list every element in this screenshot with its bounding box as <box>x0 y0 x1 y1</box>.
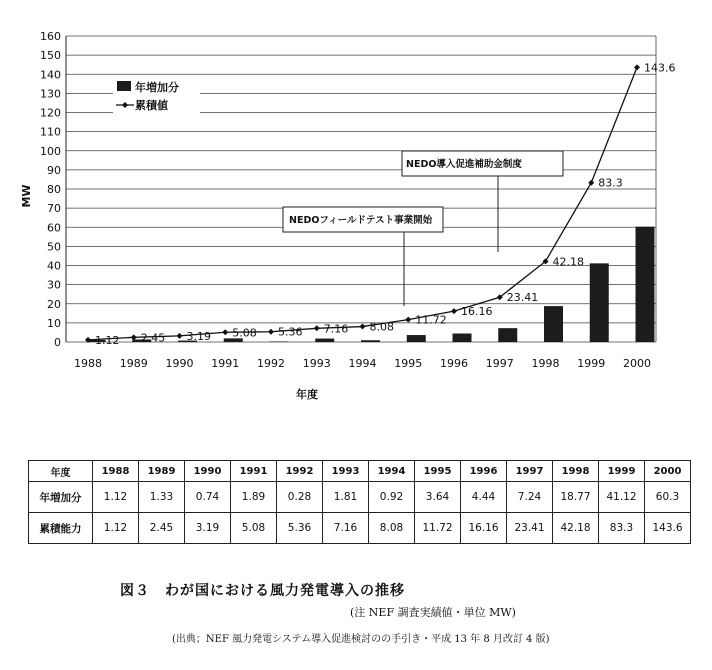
ytick-label-110: 110 <box>40 125 61 139</box>
ytick-label-90: 90 <box>47 163 61 177</box>
ytick-label-140: 140 <box>40 68 61 82</box>
ytick-label-60: 60 <box>47 221 61 235</box>
table-header-row <box>29 461 691 482</box>
data-label-1994: 8.08 <box>369 320 394 334</box>
table-cell: 1.33 <box>139 482 185 513</box>
data-label-1990: 3.19 <box>186 329 211 343</box>
ytick-label-150: 150 <box>40 49 61 63</box>
xtick-label-1998: 1998 <box>531 357 560 370</box>
xtick-label-1996: 1996 <box>440 357 468 370</box>
xtick-label-1997: 1997 <box>485 357 514 370</box>
annotation-text-fieldtest: NEDOフィールドテスト事業開始 <box>289 215 433 226</box>
table-header-year: 1994 <box>369 461 415 482</box>
bar-1995 <box>407 335 426 342</box>
xtick-label-1993: 1993 <box>302 357 331 370</box>
ytick-label-50: 50 <box>47 240 61 254</box>
table-cell: 83.3 <box>599 513 645 544</box>
ytick-label-160: 160 <box>40 30 61 43</box>
bar-1997 <box>498 328 517 342</box>
table-header-year: 1996 <box>461 461 507 482</box>
table-cell: 60.3 <box>645 482 691 513</box>
table-cell: 5.36 <box>277 513 323 544</box>
table-row <box>29 513 691 544</box>
data-label-1998: 42.18 <box>552 255 584 269</box>
table-row-label: 累積能力 <box>29 513 93 544</box>
ytick-label-100: 100 <box>40 144 61 158</box>
ytick-label-80: 80 <box>47 183 61 196</box>
xtick-label-1991: 1991 <box>211 357 240 370</box>
point-1989 <box>131 334 137 340</box>
table-header-year: 1998 <box>553 461 599 482</box>
xtick-label-1989: 1989 <box>119 357 148 370</box>
legend <box>113 78 200 114</box>
table-header-year: 1988 <box>93 461 139 482</box>
legend-label-bar: 年増加分 <box>135 81 179 94</box>
xtick-label-1988: 1988 <box>74 357 102 370</box>
xtick-label-1999: 1999 <box>577 357 606 370</box>
data-label-1988: 1.12 <box>95 333 120 347</box>
bar-1994 <box>361 340 380 342</box>
bar-1992 <box>270 341 289 342</box>
point-1996 <box>451 308 457 314</box>
ytick-label-40: 40 <box>47 259 61 273</box>
table-cell: 0.74 <box>185 482 231 513</box>
table-header-year: 1997 <box>507 461 553 482</box>
point-1994 <box>360 324 366 330</box>
table-cell: 23.41 <box>507 513 553 544</box>
table-cell: 0.28 <box>277 482 323 513</box>
legend-label-line: 累積値 <box>135 99 168 112</box>
table-header-year: 1992 <box>277 461 323 482</box>
data-label-1991: 5.08 <box>232 326 257 340</box>
table-header-year: 1999 <box>599 461 645 482</box>
xtick-label-1992: 1992 <box>257 357 285 370</box>
table-header-year: 1993 <box>323 461 369 482</box>
table-header-year: 1995 <box>415 461 461 482</box>
bar-1996 <box>453 334 472 342</box>
bar-1998 <box>544 306 563 342</box>
table-cell: 3.19 <box>185 513 231 544</box>
annotation-text-subsidy: NEDO導入促進補助金制度 <box>406 159 522 170</box>
table-body <box>29 482 691 544</box>
table-cell: 7.24 <box>507 482 553 513</box>
table-cell: 0.92 <box>369 482 415 513</box>
ytick-label-130: 130 <box>40 87 61 101</box>
data-label-1995: 11.72 <box>415 313 447 327</box>
y-axis-label: MW <box>20 184 33 208</box>
table-cell: 1.12 <box>93 513 139 544</box>
data-table <box>28 460 691 544</box>
table-cell: 3.64 <box>415 482 461 513</box>
table-header-year: 1991 <box>231 461 277 482</box>
annotations <box>283 151 563 306</box>
point-1999 <box>588 180 594 186</box>
data-label-1997: 23.41 <box>506 291 539 305</box>
figure-note: (注 NEF 調査実績値・単位 MW) <box>350 606 516 619</box>
table-header-year: 2000 <box>645 461 691 482</box>
table-header-year: 1990 <box>185 461 231 482</box>
point-1992 <box>268 329 274 335</box>
table-row <box>29 482 691 513</box>
figure-title: 図３ わが国における風力発電導入の推移 <box>120 583 405 599</box>
point-1991 <box>222 329 228 335</box>
ytick-label-70: 70 <box>47 202 61 216</box>
figure-source: (出典；NEF 風力発電システム導入促進検討のの手引き・平成 13 年 8 月改訂 4 版) <box>172 634 550 645</box>
x-axis-ticks <box>74 357 651 370</box>
table-cell: 1.12 <box>93 482 139 513</box>
ytick-label-20: 20 <box>47 297 61 311</box>
ytick-label-120: 120 <box>40 106 61 120</box>
data-label-1996: 16.16 <box>461 305 493 319</box>
xtick-label-1990: 1990 <box>165 357 194 370</box>
table-cell: 5.08 <box>231 513 277 544</box>
point-2000 <box>634 64 640 70</box>
point-1993 <box>314 325 320 331</box>
point-1990 <box>177 333 183 339</box>
table-cell: 18.77 <box>553 482 599 513</box>
xtick-label-1995: 1995 <box>394 357 423 370</box>
data-label-1989: 2.45 <box>140 331 166 345</box>
bar-1999 <box>590 263 609 342</box>
xtick-label-2000: 2000 <box>623 357 651 370</box>
table-cell: 8.08 <box>369 513 415 544</box>
table-cell: 41.12 <box>599 482 645 513</box>
table-cell: 42.18 <box>553 513 599 544</box>
xtick-label-1994: 1994 <box>348 357 377 370</box>
table-cell: 7.16 <box>323 513 369 544</box>
data-label-1993: 7.16 <box>323 322 349 336</box>
bar-1993 <box>315 339 334 342</box>
point-1995 <box>405 317 411 323</box>
data-label-1992: 5.36 <box>278 325 303 339</box>
ytick-label-10: 10 <box>47 316 61 330</box>
table-cell: 16.16 <box>461 513 507 544</box>
table-cell: 2.45 <box>139 513 185 544</box>
table-row-label: 年増加分 <box>29 482 93 513</box>
x-axis-label: 年度 <box>296 388 318 401</box>
legend-swatch-bar <box>117 81 131 91</box>
table-cell: 1.81 <box>323 482 369 513</box>
table-cell: 11.72 <box>415 513 461 544</box>
table-header-year: 1989 <box>139 461 185 482</box>
ytick-label-0: 0 <box>54 336 61 349</box>
data-label-2000: 143.6 <box>644 61 676 75</box>
y-axis-ticks <box>40 30 61 349</box>
table-cell: 4.44 <box>461 482 507 513</box>
data-label-1999: 83.3 <box>598 176 623 190</box>
table-header-label: 年度 <box>29 461 93 482</box>
table-cell: 1.89 <box>231 482 277 513</box>
bar-2000 <box>636 227 655 342</box>
table-cell: 143.6 <box>645 513 691 544</box>
ytick-label-30: 30 <box>47 278 61 292</box>
